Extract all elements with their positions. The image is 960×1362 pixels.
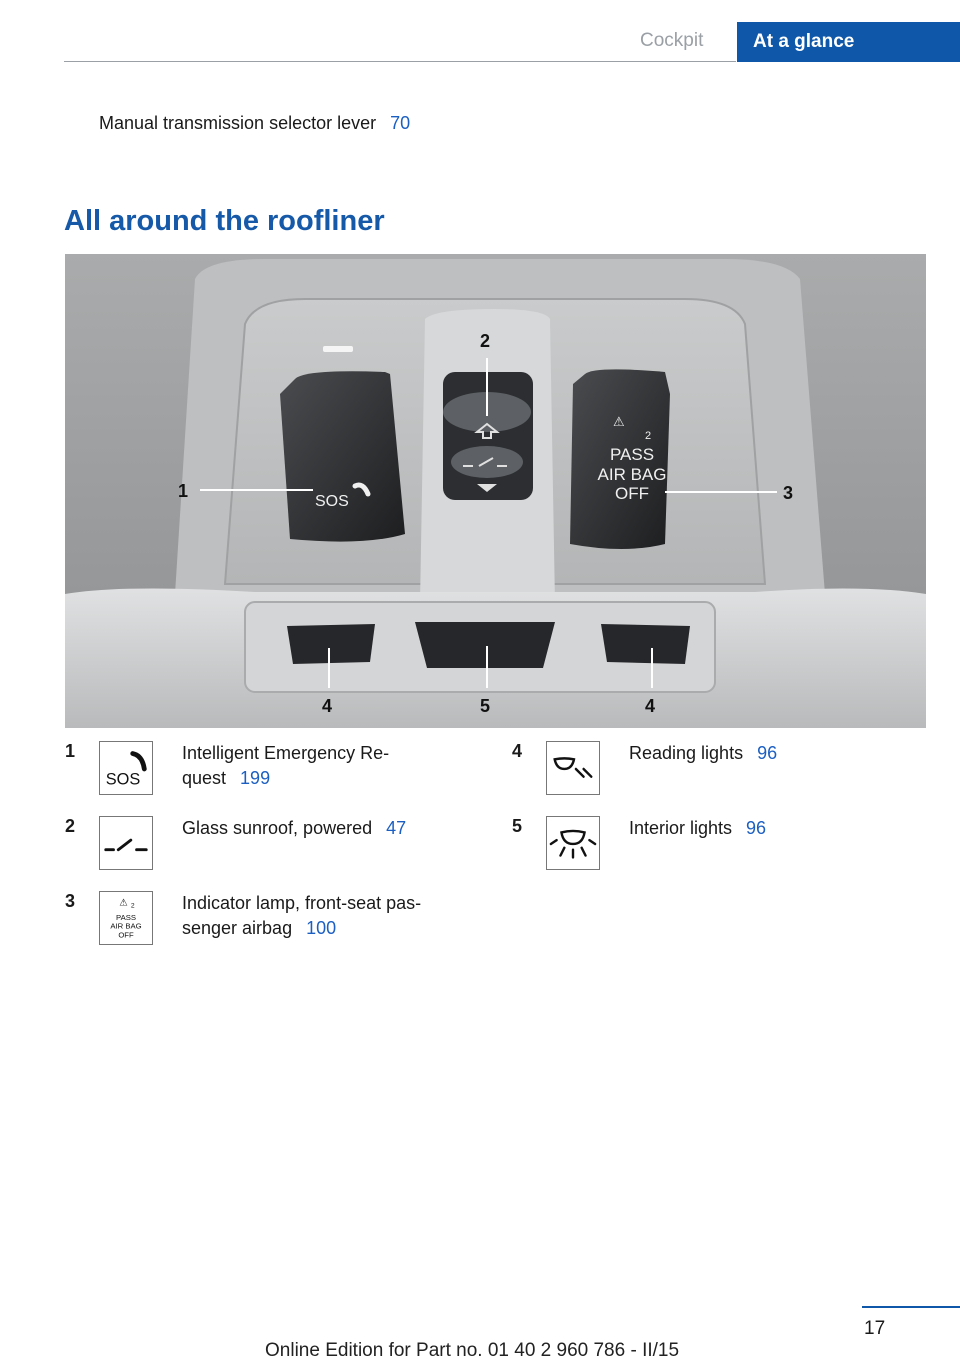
legend-number: 3 <box>65 891 76 911</box>
svg-text:2: 2 <box>645 430 652 442</box>
legend-ref[interactable]: 96 <box>746 818 767 838</box>
svg-text:PASS: PASS <box>116 912 136 922</box>
legend-text: Intelligent Emergency Re-quest 199 <box>182 743 390 788</box>
legend-text: Reading lights 96 <box>629 743 778 763</box>
callout-5: 5 <box>480 696 491 716</box>
svg-text:PASS: PASS <box>609 445 655 464</box>
svg-text:⚠: ⚠ <box>613 414 625 429</box>
svg-text:2: 2 <box>130 902 135 910</box>
legend-number: 2 <box>65 816 76 836</box>
svg-text:OFF: OFF <box>118 930 134 940</box>
svg-text:OFF: OFF <box>615 484 649 503</box>
callout-4-left: 4 <box>322 696 333 716</box>
interior-light-icon <box>546 816 600 870</box>
svg-text:AIR BAG: AIR BAG <box>110 921 142 931</box>
legend-text: Interior lights 96 <box>629 818 767 838</box>
legend-text: Glass sunroof, powered 47 <box>182 818 407 838</box>
passenger-airbag-off-icon <box>99 891 153 945</box>
legend-number: 1 <box>65 741 76 761</box>
svg-text:SOS: SOS <box>315 493 349 510</box>
roofliner-photo <box>65 254 926 728</box>
callout-4-right: 4 <box>645 696 656 716</box>
svg-text:AIR BAG: AIR BAG <box>597 465 667 484</box>
header-tab-label: At a glance <box>753 31 855 52</box>
callout-2: 2 <box>480 331 491 351</box>
header-section: Cockpit <box>640 30 704 51</box>
callout-1: 1 <box>178 481 189 501</box>
legend-number: 5 <box>512 816 523 836</box>
top-item <box>99 113 410 134</box>
legend-ref[interactable]: 100 <box>306 918 337 938</box>
top-item-text: Manual transmission selector lever <box>99 113 377 133</box>
reading-light-icon <box>546 741 600 795</box>
section-heading: All around the roofliner <box>64 205 385 237</box>
top-item-ref[interactable]: 70 <box>390 113 411 133</box>
legend-text: Indicator lamp, front-seat pas-senger airbag 100 <box>182 893 422 938</box>
svg-text:SOS: SOS <box>105 770 141 789</box>
footer-rule <box>862 1306 960 1308</box>
sunroof-icon <box>99 816 153 870</box>
callout-3: 3 <box>783 483 794 503</box>
legend-ref[interactable]: 47 <box>386 818 407 838</box>
sos-phone-icon <box>99 741 153 795</box>
header-tab <box>737 22 960 62</box>
edition-text: Online Edition for Part no. 01 40 2 960 786 - II/15 <box>265 1340 680 1361</box>
legend-number: 4 <box>512 741 523 761</box>
legend-ref[interactable]: 96 <box>757 743 778 763</box>
svg-text:⚠: ⚠ <box>119 897 128 909</box>
header-rule <box>64 61 736 62</box>
page-number: 17 <box>864 1318 886 1339</box>
legend-ref[interactable]: 199 <box>240 768 271 788</box>
